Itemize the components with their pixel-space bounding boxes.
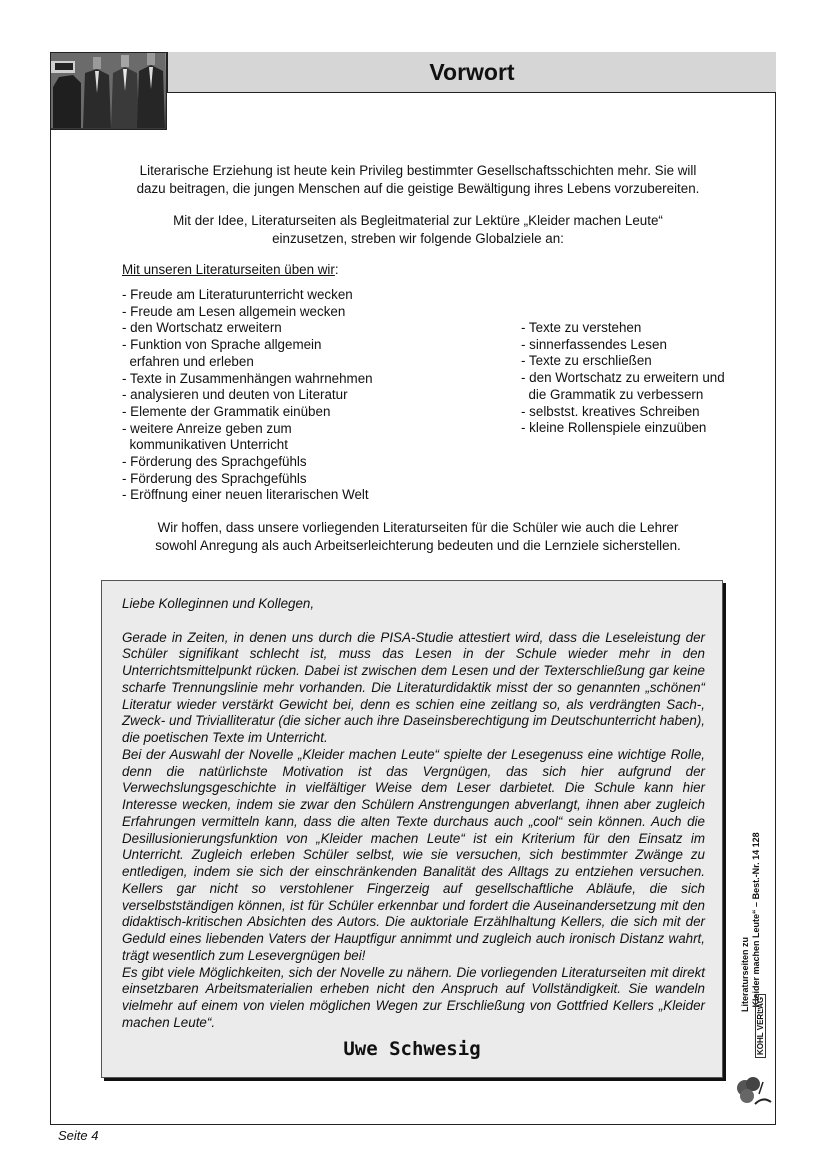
intro-paragraph-1: Literarische Erziehung ist heute kein Privileg bestimmter Gesellschaftsschichten mehr. Sie will dazu beitragen, die jungen Menschen auf die geistige Bewältigung ihres Lebens vorzubereiten. [136, 163, 700, 196]
list-item: die Grammatik zu verbessern [521, 386, 704, 402]
list-item: - kleine Rollenspiele einzuüben [521, 420, 707, 436]
list-item: - Förderung des Sprachgefühls [122, 470, 307, 486]
goals-list-right [521, 320, 725, 437]
goals-list-left [122, 287, 373, 504]
list-item: - weitere Anreize geben zum [122, 420, 292, 436]
publisher-tree-icon [733, 1074, 773, 1106]
closing-paragraph: Wir hoffen, dass unsere vorliegenden Literaturseiten für die Schüler wie auch die Lehrer sowohl Anregung als auch Arbeitserleichterung bedeuten und die Lernziele sicherstellen. [155, 520, 681, 553]
list-item: - Texte in Zusammenhängen wahrnehmen [122, 370, 373, 386]
list-item: erfahren und erleben [122, 353, 254, 369]
letter-greeting: Liebe Kolleginnen und Kollegen, [122, 596, 315, 611]
list-item: - Funktion von Sprache allgemein [122, 337, 322, 353]
letter-paragraph-1: Gerade in Zeiten, in denen uns durch die PISA-Studie attestiert wird, dass die Leseleistung der Schüler signifikant schlecht ist, muss das Lesen in der Schule wieder mehr in den Unterrichtsmittelpunkt rücken. Dabei ist zwischen dem Lesen und der Texterschließung gar keine scharfe Trennungslinie mehr vorhanden. Die Literaturdidaktik misst der so genannten „schönen“ Literatur wieder verstärkt Gewicht bei, denn es schien eine zeitlang so, als verdrängten Sach-, Zweck- und Trivialliteratur (die sicher auch ihre Daseinsberechtigung im Deutschunterricht haben), die poetischen Texte im Unterricht. [122, 629, 705, 745]
list-item: kommunikativen Unterricht [122, 437, 288, 453]
page-title: Vorwort [429, 58, 515, 85]
mannequin-suits-image [51, 53, 165, 128]
list-item: - Texte zu erschließen [521, 353, 652, 369]
list-item: - Eröffnung einer neuen literarischen Welt [122, 487, 369, 503]
letter-paragraph-2: Bei der Auswahl der Novelle „Kleider machen Leute“ spielte der Lesegenuss eine wichtige Rolle, denn die natürlichste Motivation ist das Vergnügen, das sich hier aufgrund der Verwechslungsgeschichte in vielfältiger Weise dem Leser darbietet. Die Schule kann hier Interesse wecken, indem sie zwar den Schülern Anstrengungen abverlangt, ihnen aber zugleich Erfahrungen vermitteln kann, dass die alten Texte durchaus auch „cool“ sein können. Auch die Desillusionierungsfunktion von „Kleider machen Leute“ ist ein Kriterium für den Einsatz im Unterricht. Zugleich erleben Schüler selbst, wie sie versuchen, sich bestimmter Zwänge zu entledigen, indem sie sich der einschränkenden Banalität des Alltags zu entziehen versuchen. Kellers gar nicht so verstohlener Fingerzeig auf gesellschaftliche Abläufe, die sich verselbstständigen können, ist für Schüler erkennbar und fordert die Auseinandersetzung mit den didaktisch-kritischen Absichten des Autors. Die auktoriale Erzählhaltung Kellers, die sich mit der Geduld eines liebenden Vaters der Hauptfigur annimmt und zugleich auch ironisch Distanz wahrt, trägt wesentlich zum Lesevergnügen bei! [122, 746, 705, 963]
list-item: - analysieren und deuten von Literatur [122, 387, 348, 403]
list-item: - den Wortschatz zu erweitern und [521, 370, 725, 386]
list-item: - Elemente der Grammatik einüben [122, 403, 331, 419]
side-order-label: Literaturseiten zu „Kleider machen Leute“ – Best.-Nr. 14 128 [740, 832, 761, 1012]
page-number: Seite 4 [58, 1128, 99, 1143]
letter-paragraph-3: Es gibt viele Möglichkeiten, sich der Novelle zu nähern. Die vorliegenden Literaturseiten mit direkt einsetzbaren Arbeitsmaterialien erheben nicht den Anspruch auf Vollständigkeit. Sie wandeln vielmehr auf einem von vielen möglichen Wegen zur Erschließung von Gottfried Kellers „Kleider machen Leute“. [122, 964, 705, 1030]
header-photo-suits [50, 52, 167, 130]
list-item: - Freude am Literaturunterricht wecken [122, 287, 353, 302]
list-item: - selbstst. kreatives Schreiben [521, 403, 700, 419]
signature: Uwe Schwesig [343, 1038, 481, 1060]
publisher-logo-text: KOHL VERLAG [755, 994, 766, 1058]
intro-paragraph-2: Mit der Idee, Literaturseiten als Begleitmaterial zur Lektüre „Kleider machen Leute“ einzusetzen, streben wir folgende Globalziele an: [173, 213, 663, 246]
list-item: - sinnerfassendes Lesen [521, 336, 667, 352]
title-bar [167, 52, 776, 93]
letter-text [122, 596, 705, 1032]
goals-heading: Mit unseren Literaturseiten üben wir: [122, 262, 339, 277]
list-item: - den Wortschatz erweitern [122, 320, 282, 336]
list-item: - Freude am Lesen allgemein wecken [122, 303, 346, 319]
list-item: - Förderung des Sprachgefühls [122, 454, 307, 470]
list-item: - Texte zu verstehen [521, 320, 642, 335]
